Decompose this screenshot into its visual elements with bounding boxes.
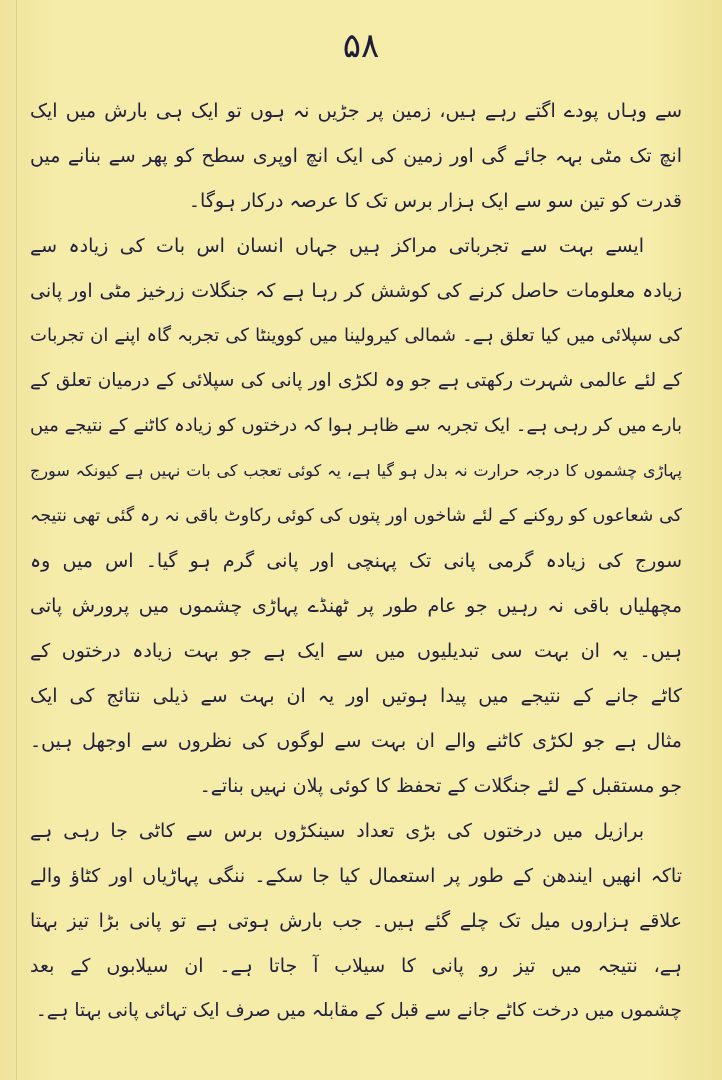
text-line: تاکہ انھیں ایندھن کے طور پر استعمال کیا جا سکے۔ ننگی پہاڑیاں اور کٹاؤ والے bbox=[30, 865, 682, 887]
text-line: زیادہ معلومات حاصل کرنے کی کوشش کر رہا ہے کہ جنگلات زرخیز مٹی اور پانی bbox=[30, 280, 682, 302]
text-line: بارے میں کر رہی ہے۔ ایک تجربہ سے ظاہر ہوا کہ درختوں کو زیادہ کاٹنے کے نتیجے میں bbox=[30, 415, 682, 436]
text-line: مثال ہے جو لکڑی کاٹنے والے ان بہت سے لوگوں کی نظروں سے اوجھل ہیں۔ bbox=[30, 730, 682, 752]
text-line: علاقے ہزاروں میل تک چلے گئے ہیں۔ جب بارش ہوتی ہے تو پانی بڑا تیز بہتا bbox=[30, 910, 682, 932]
handwritten-text-block bbox=[30, 92, 682, 1050]
text-line: کی شعاعوں کو روکنے کے لئے شاخوں اور پتوں کی کوئی رکاوٹ باقی نہ رہ گئی تھی نتیجہ bbox=[30, 506, 682, 526]
text-line: کی سپلائی میں کیا تعلق ہے۔ شمالی کیرولینا میں کووینٹا کی تجربہ گاہ اپنے ان تجربات bbox=[30, 325, 682, 346]
text-line: قدرت کو تین سو سے ایک ہزار برس تک کا عرصہ درکار ہوگا۔ bbox=[188, 190, 682, 212]
text-line: سے وہاں پودے اگتے رہے ہیں، زمین پر جڑیں نہ ہوں تو ایک ہی بارش میں ایک bbox=[30, 100, 682, 122]
text-line: سورج کی زیادہ گرمی پانی تک پہنچی اور پانی گرم ہو گیا۔ اس میں وہ bbox=[30, 550, 682, 572]
text-line: انچ تک مٹی بہہ جائے گی اور زمین کی ایک انچ اوپری سطح کو پھر سے بنانے میں bbox=[30, 145, 682, 167]
text-line: ایسے بہت سے تجرباتی مراکز ہیں جہاں انسان اس بات کی زیادہ سے bbox=[30, 235, 644, 257]
text-line: ہے، نتیجہ میں تیز رو پانی کا سیلاب آ جاتا ہے۔ ان سیلابوں کے بعد bbox=[30, 955, 682, 977]
text-line: چشموں میں درخت کاٹے جانے سے قبل کے مقابلہ میں صرف ایک تہائی پانی بہتا ہے۔ bbox=[35, 1000, 682, 1021]
text-line: کاٹے جانے کے نتیجے میں پیدا ہوتیں اور یہ ان بہت سے ذیلی نتائج کی ایک bbox=[30, 685, 682, 707]
text-line: مچھلیاں باقی نہ رہیں جو عام طور پر ٹھنڈے پہاڑی چشموں میں پرورش پاتی bbox=[30, 595, 682, 617]
text-line: برازیل میں درختوں کی بڑی تعداد سینکڑوں برس سے کاٹی جا رہی ہے bbox=[30, 820, 644, 842]
text-line: ہیں۔ یہ ان بہت سی تبدیلیوں میں سے ایک ہے جو بہت زیادہ درختوں کے bbox=[30, 640, 682, 662]
text-line: جو مستقبل کے لئے جنگلات کے تحفظ کا کوئی پلان نہیں بناتے۔ bbox=[199, 775, 682, 797]
page-number: ۵۸ bbox=[342, 26, 380, 66]
text-line: کے لئے عالمی شہرت رکھتی ہے جو وہ لکڑی اور پانی کی سپلائی کے درمیان تعلق کے bbox=[30, 370, 682, 391]
page-edge bbox=[16, 0, 17, 1080]
text-line: پہاڑی چشموں کا درجہ حرارت نہ بدل ہو گیا ہے، یہ کوئی تعجب کی بات نہیں ہے کیونکہ سورج bbox=[30, 461, 682, 480]
